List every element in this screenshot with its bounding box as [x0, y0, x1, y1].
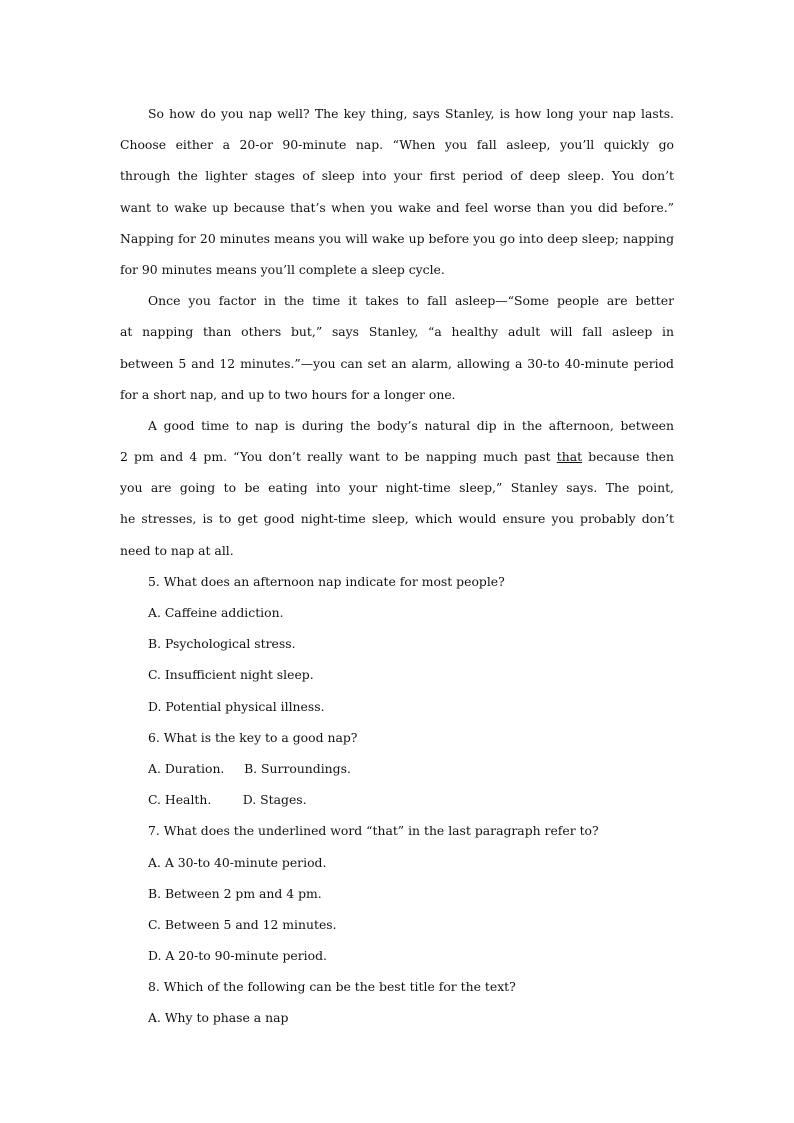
question-7: [120, 815, 674, 971]
question-5-option-c: C. Insufficient night sleep.: [148, 667, 314, 683]
question-5: [120, 566, 674, 722]
paragraph-2: [120, 285, 674, 410]
question-6-options-ab: A. Duration. B. Surroundings.: [148, 760, 351, 776]
paragraph-1-line-5: Napping for 20 minutes means you will wake up before you go into deep sleep; napping: [120, 230, 674, 246]
question-8: [120, 971, 674, 1033]
question-8-option-a: A. Why to phase a nap: [148, 1010, 289, 1026]
question-6: [120, 722, 674, 816]
paragraph-2-line-2: at napping than others but,” says Stanley, “a healthy adult will fall asleep in: [120, 324, 674, 340]
paragraph-3-line-4: he stresses, is to get good night-time sleep, which would ensure you probably don’t: [120, 511, 674, 527]
paragraph-1: [120, 98, 674, 285]
paragraph-3-line-2-before: 2 pm and 4 pm. “You don’t really want to be napping much past: [120, 449, 557, 465]
paragraph-3-line-1: A good time to nap is during the body’s natural dip in the afternoon, between: [148, 417, 674, 433]
question-5-stem: 5. What does an afternoon nap indicate for most people?: [148, 573, 505, 589]
paragraph-1-line-6: for 90 minutes means you’ll complete a sleep cycle.: [120, 261, 445, 277]
paragraph-1-line-2: Choose either a 20-or 90-minute nap. “When you fall asleep, you’ll quickly go: [120, 137, 674, 153]
question-7-option-a: A. A 30-to 40-minute period.: [148, 854, 327, 870]
paragraph-1-line-4: want to wake up because that’s when you wake and feel worse than you did before.”: [120, 199, 674, 215]
question-6-stem: 6. What is the key to a good nap?: [148, 729, 358, 745]
question-7-stem: 7. What does the underlined word “that” in the last paragraph refer to?: [148, 823, 599, 839]
paragraph-2-line-4: for a short nap, and up to two hours for a longer one.: [120, 386, 456, 402]
paragraph-3-line-3: you are going to be eating into your night-time sleep,” Stanley says. The point,: [120, 480, 674, 496]
underlined-word-that: that: [556, 449, 583, 465]
question-8-stem: 8. Which of the following can be the best title for the text?: [148, 979, 516, 995]
paragraph-2-line-3: between 5 and 12 minutes.”—you can set an alarm, allowing a 30-to 40-minute period: [120, 355, 674, 371]
paragraph-3-line-2-after: because then: [588, 449, 674, 465]
question-7-option-c: C. Between 5 and 12 minutes.: [148, 916, 337, 932]
paragraph-2-line-1: Once you factor in the time it takes to fall asleep—“Some people are better: [148, 293, 674, 309]
question-7-option-b: B. Between 2 pm and 4 pm.: [148, 885, 322, 901]
question-5-option-b: B. Psychological stress.: [148, 636, 296, 652]
question-5-option-a: A. Caffeine addiction.: [148, 605, 284, 620]
paragraph-3-line-5: need to nap at all.: [120, 542, 234, 558]
document-page: [120, 98, 674, 1034]
paragraph-3: [120, 410, 674, 566]
question-7-option-d: D. A 20-to 90-minute period.: [148, 948, 327, 964]
paragraph-1-line-3: through the lighter stages of sleep into your first period of deep sleep. You don’t: [120, 168, 674, 184]
paragraph-1-line-1: So how do you nap well? The key thing, says Stanley, is how long your nap lasts.: [148, 106, 674, 121]
question-5-option-d: D. Potential physical illness.: [148, 698, 325, 714]
paragraph-3-line-2: [120, 441, 674, 472]
question-6-options-cd: C. Health. D. Stages.: [148, 792, 307, 808]
